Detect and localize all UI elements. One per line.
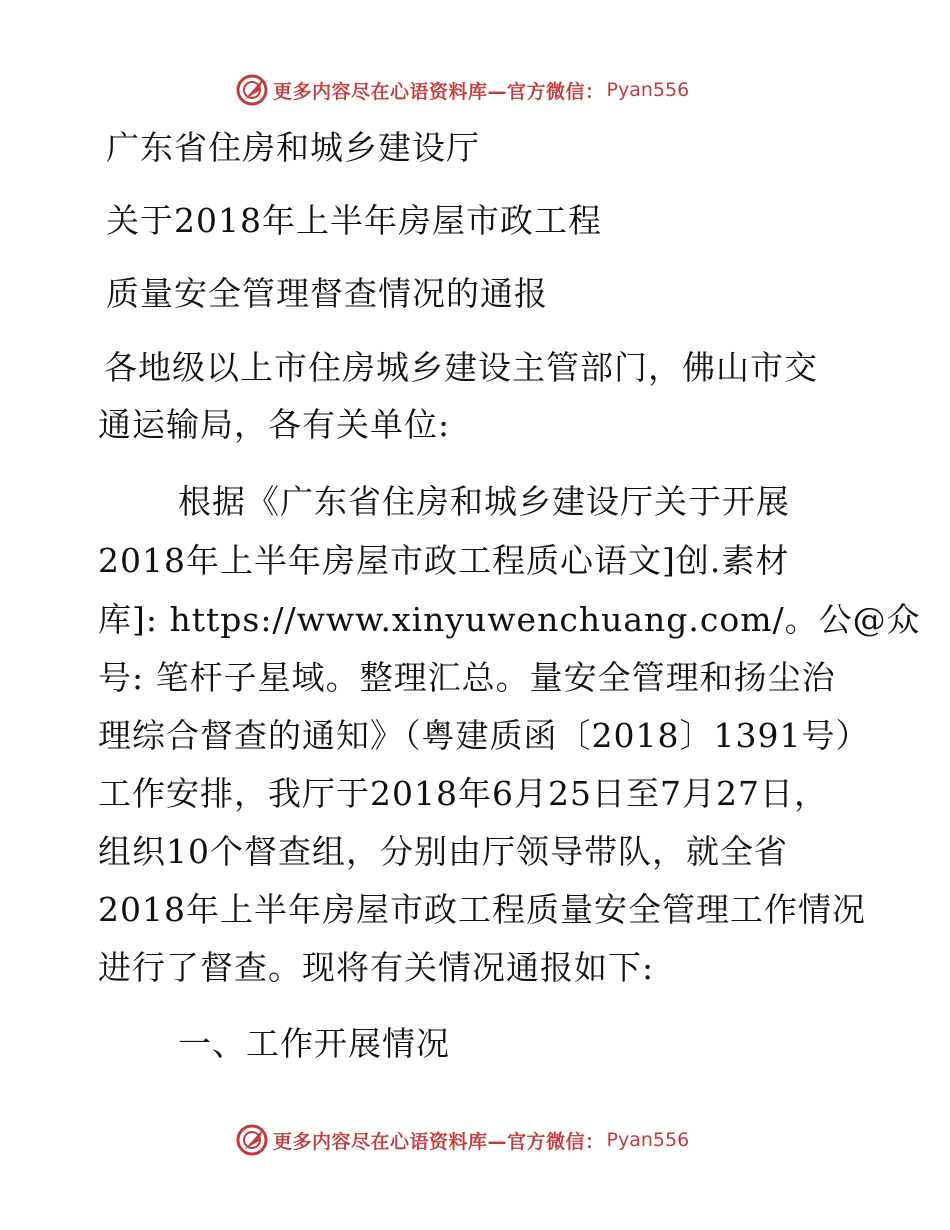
doc-title-line-3: 质量安全管理督查情况的通报 bbox=[106, 274, 548, 313]
section-heading: 一、工作开展情况 bbox=[178, 1024, 450, 1063]
body-line-1: 根据《广东省住房和城乡建设厅关于开展 bbox=[178, 482, 790, 521]
salutation-line-2: 通运输局，各有关单位: bbox=[98, 405, 451, 444]
body-line-5: 理综合督查的通知》（粤建质函〔2018〕1391号） bbox=[98, 716, 870, 755]
watermark-text: 更多内容尽在心语资料库—官方微信： bbox=[273, 1130, 605, 1153]
watermark-banner-top bbox=[235, 72, 689, 108]
body-line-9: 进行了督查。现将有关情况通报如下: bbox=[98, 948, 655, 987]
watermark-wechat-id: Pyan556 bbox=[606, 1129, 690, 1151]
body-line-8: 2018年上半年房屋市政工程质量安全管理工作情况 bbox=[98, 890, 866, 929]
salutation-line-1: 各地级以上市住房城乡建设主管部门，佛山市交 bbox=[104, 348, 818, 387]
body-line-3: 库]: https://www.xinyuwenchuang.com/。公@众 bbox=[98, 600, 921, 639]
watermark-banner-bottom bbox=[235, 1122, 689, 1158]
body-line-7: 组织10个督查组，分别由厅领导带队，就全省 bbox=[98, 832, 788, 871]
quill-logo-icon bbox=[235, 73, 269, 107]
watermark-wechat-id: Pyan556 bbox=[606, 79, 690, 101]
doc-title-line-1: 广东省住房和城乡建设厅 bbox=[106, 128, 480, 167]
quill-logo-icon bbox=[235, 1123, 269, 1157]
body-line-2: 2018年上半年房屋市政工程质心语文]创.素材 bbox=[98, 541, 790, 580]
body-line-6: 工作安排，我厅于2018年6月25日至7月27日， bbox=[98, 774, 828, 813]
body-line-4: 号: 笔杆子星域。整理汇总。量安全管理和扬尘治 bbox=[98, 658, 836, 697]
doc-title-line-2: 关于2018年上半年房屋市政工程 bbox=[106, 201, 602, 240]
watermark-text: 更多内容尽在心语资料库—官方微信： bbox=[273, 80, 605, 103]
